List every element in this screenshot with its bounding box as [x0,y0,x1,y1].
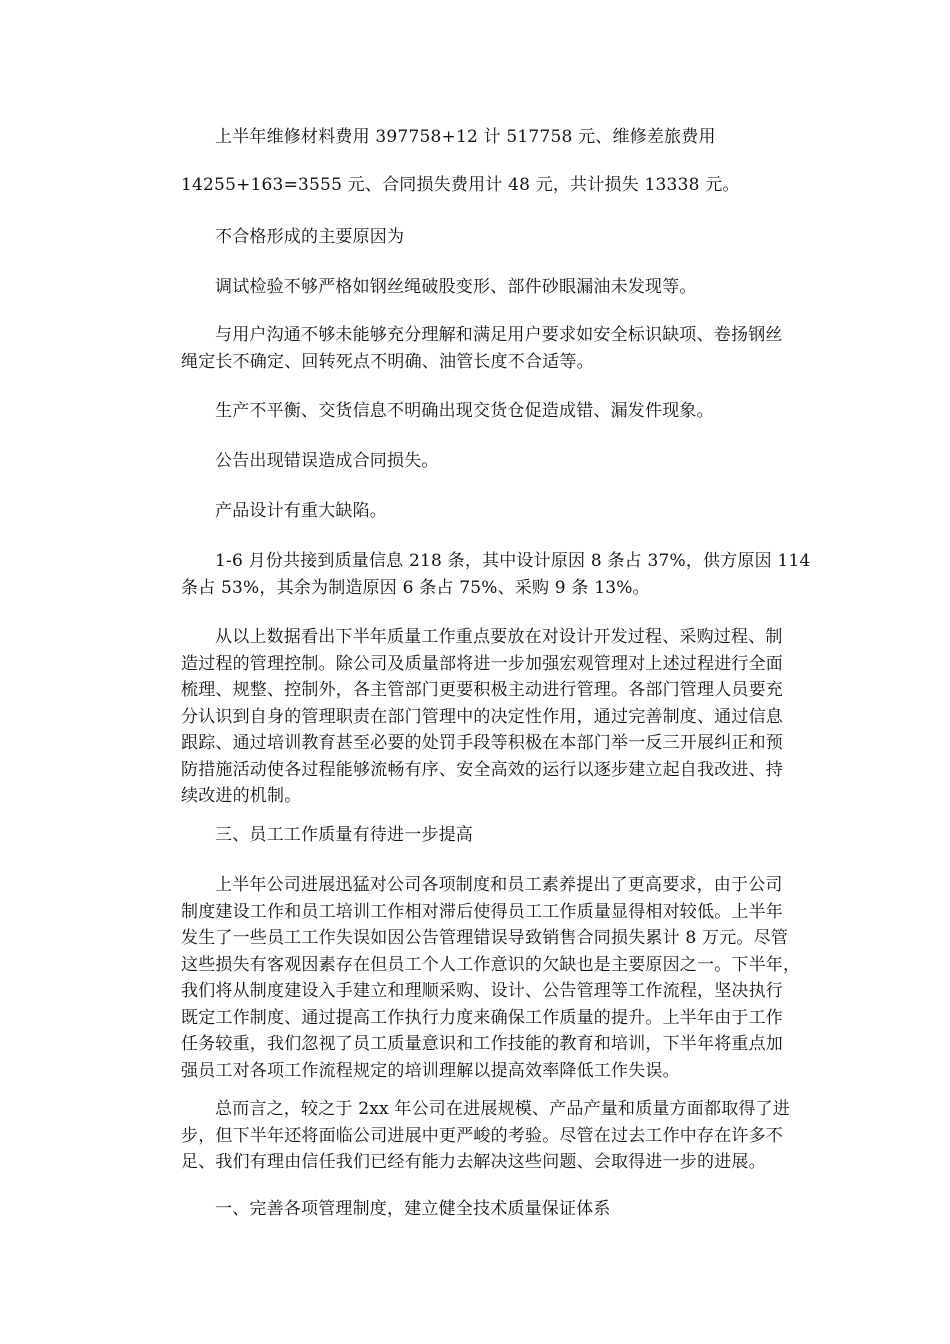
text-line: 一、完善各项管理制度，建立健全技术质量保证体系 [215,1199,611,1219]
paragraph-summary [181,1096,790,1176]
paragraph-production [181,398,771,425]
text-line: 步，但下半年还将面临公司进展中更严峻的考验。尽管在过去工作中存在许多不 [181,1125,783,1146]
paragraph-repair-costs [181,124,771,151]
text-line: 既定工作制度、通过提高工作执行力度来确保工作质量的提升。上半年由于工作 [181,1007,783,1028]
text-line: 制度建设工作和员工培训工作相对滞后使得员工工作质量显得相对较低。上半年 [181,901,783,922]
paragraph-communication [181,322,783,375]
text-line: 与用户沟通不够未能够充分理解和满足用户要求如安全标识缺项、卷扬钢丝 [215,325,783,345]
text-line: 造过程的管理控制。除公司及质量部将进一步加强宏观管理对上述过程进行全面 [181,653,783,674]
text-line: 公告出现错误造成合同损失。 [215,451,439,471]
text-line: 条占 53%，其余为制造原因 6 条占 75%、采购 9 条 13%。 [181,577,650,598]
text-line: 14255+163=3555 元、合同损失费用计 48 元，共计损失 13338 元。 [181,175,740,195]
text-line: 调试检验不够严格如钢丝绳破股变形、部件砂眼漏油未发现等。 [215,277,697,297]
text-line: 防措施活动使各过程能够流畅有序、安全高效的运行以逐步建立起自我改进、持 [181,759,783,780]
paragraph-staff-quality [181,872,801,1084]
text-line: 任务较重，我们忽视了员工质量意识和工作技能的教育和培训，下半年将重点加 [181,1034,783,1054]
text-line: 上半年公司进展迅猛对公司各项制度和员工素养提出了更高要求，由于公司 [215,875,783,895]
text-line: 1-6 月份共接到质量信息 218 条，其中设计原因 8 条占 37%，供方原因 114 [215,551,811,571]
text-line: 从以上数据看出下半年质量工作重点要放在对设计开发过程、采购过程、制 [215,627,783,647]
text-line: 强员工对各项工作流程规定的培训理解以提高效率降低工作失误。 [181,1060,680,1081]
text-line: 续改进的机制。 [181,786,302,806]
text-line: 分认识到自身的管理职责在部门管理中的决定性作用，通过完善制度、通过信息 [181,706,783,727]
text-line: 不合格形成的主要原因为 [215,227,405,247]
paragraph-loss-total [181,172,771,199]
text-line: 上半年维修材料费用 397758+12 计 517758 元、维修差旅费用 [215,127,716,147]
text-line: 总而言之，较之于 2xx 年公司在进展规模、产品产量和质量方面都取得了进 [215,1099,790,1119]
text-line: 这些损失有客观因素存在但员工个人工作意识的欠缺也是主要原因之一。下半年， [181,954,801,975]
text-line: 足、我们有理由信任我们已经有能力去解决这些问题、会取得进一步的进展。 [181,1152,766,1172]
text-line: 绳定长不确定、回转死点不明确、油管长度不合适等。 [181,351,594,372]
text-line: 生产不平衡、交货信息不明确出现交货仓促造成错、漏发件现象。 [215,401,714,421]
paragraph-design-defect [181,498,771,525]
paragraph-announcement [181,448,771,475]
text-line: 三、员工工作质量有待进一步提高 [215,825,473,845]
text-line: 产品设计有重大缺陷。 [215,501,387,521]
section-heading-3 [181,822,771,849]
text-line: 梳理、规整、控制外，各主管部门更要积极主动进行管理。各部门管理人员要充 [181,680,783,700]
paragraph-quality-info [181,548,811,601]
paragraph-inspection [181,274,771,301]
section-heading-1 [181,1196,771,1223]
text-line: 跟踪、通过培训教育甚至必要的处罚手段等积极在本部门举一反三开展纠正和预 [181,733,783,753]
text-line: 我们将从制度建设入手建立和理顺采购、设计、公告管理等工作流程，坚决执行 [181,981,783,1001]
text-line: 发生了一些员工工作失误如因公告管理错误导致销售合同损失累计 8 万元。尽管 [181,928,789,948]
paragraph-focus [181,624,783,810]
paragraph-causes-heading [181,224,771,251]
